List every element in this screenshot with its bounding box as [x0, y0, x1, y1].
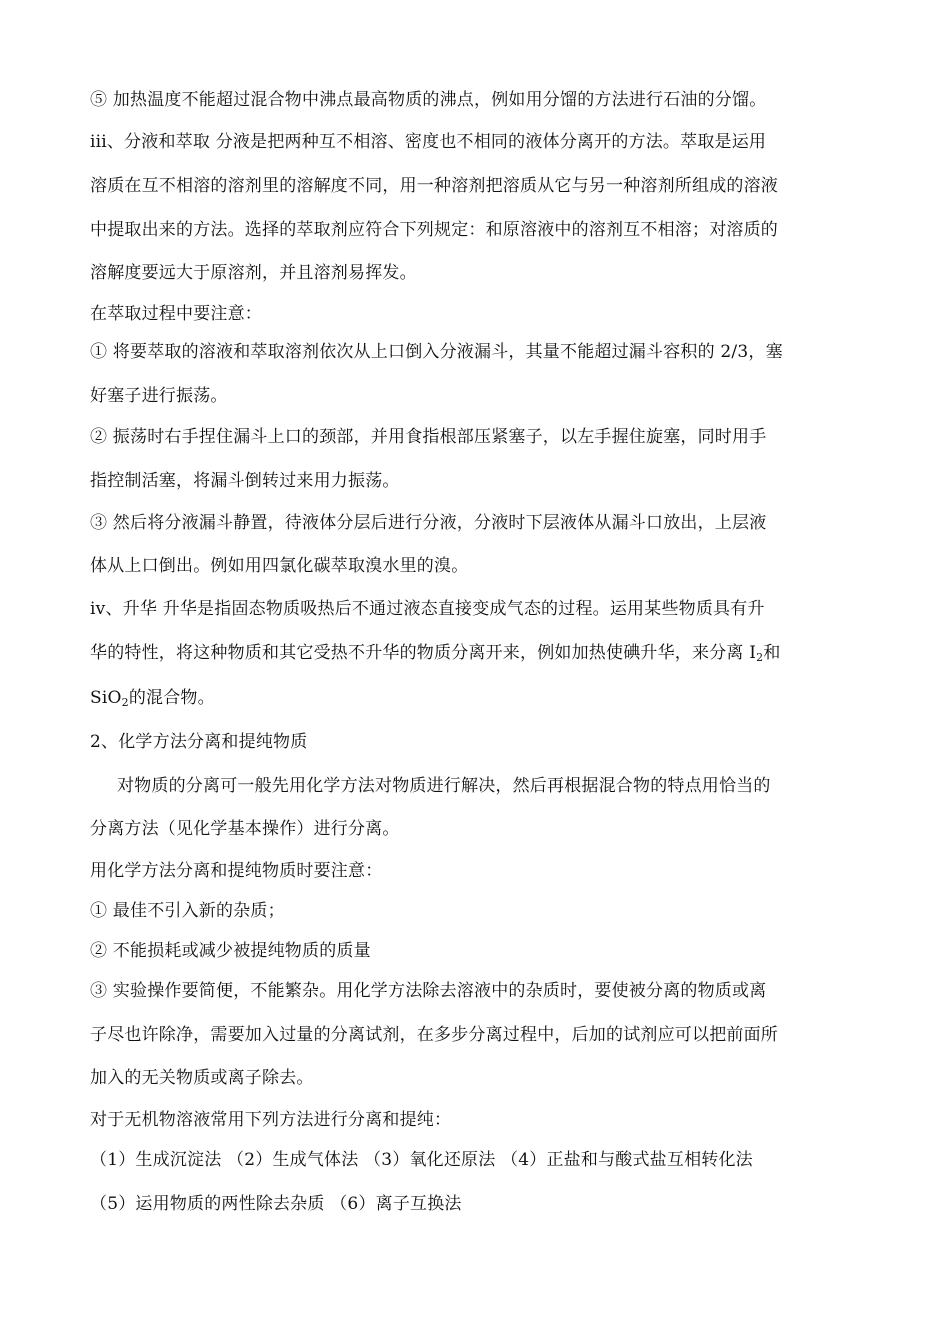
text-line-2: iii、分液和萃取 分液是把两种互不相溶、密度也不相同的液体分离开的方法。萃取是运用 [90, 132, 767, 152]
text-line-13: iv、升华 升华是指固态物质吸热后不通过液态直接变成气态的过程。运用某些物质具有升 [90, 599, 765, 619]
text-line-22: ③ 实验操作要简便，不能繁杂。用化学方法除去溶液中的杂质时，要使被分离的物质或离 [90, 981, 767, 1001]
text-line-24: 加入的无关物质或离子除去。 [90, 1068, 314, 1088]
text-line-5: 溶解度要远大于原溶剂，并且溶剂易挥发。 [90, 263, 417, 283]
text-line-27: （5）运用物质的两性除去杂质 （6）离子互换法 [90, 1194, 462, 1214]
text-line-9: ② 振荡时右手捏住漏斗上口的颈部，并用食指根部压紧塞子，以左手握住旋塞，同时用手 [90, 427, 767, 447]
text-line-19: 用化学方法分离和提纯物质时要注意： [90, 861, 383, 881]
subscript-2: 2 [756, 651, 764, 664]
section-heading-2: 2、化学方法分离和提纯物质 [90, 732, 308, 752]
text-line-15-tail: 的混合物。 [128, 688, 215, 708]
text-line-14-main: 华的特性，将这种物质和其它受热不升华的物质分离开来，例如加热使碘升华，来分离 I [90, 643, 757, 663]
text-line-23: 子尽也许除净，需要加入过量的分离试剂，在多步分离过程中，后加的试剂应可以把前面所 [90, 1025, 778, 1045]
subscript-2b: 2 [121, 696, 129, 709]
text-line-4: 中提取出来的方法。选择的萃取剂应符合下列规定：和原溶液中的溶剂互不相溶；对溶质的 [90, 220, 778, 240]
text-line-20: ① 最佳不引入新的杂质； [90, 901, 285, 921]
text-line-7: ① 将要萃取的溶液和萃取溶剂依次从上口倒入分液漏斗，其量不能超过漏斗容积的 2/3，塞 [90, 342, 783, 362]
text-line-8: 好塞子进行振荡。 [90, 386, 228, 406]
text-line-10: 指控制活塞，将漏斗倒转过来用力振荡。 [90, 471, 400, 491]
text-line-21: ② 不能损耗或减少被提纯物质的质量 [90, 941, 371, 961]
text-line-11: ③ 然后将分液漏斗静置，待液体分层后进行分液，分液时下层液体从漏斗口放出，上层液 [90, 513, 767, 533]
text-line-25: 对于无机物溶液常用下列方法进行分离和提纯： [90, 1110, 452, 1130]
text-line-15 [90, 686, 215, 710]
text-line-3: 溶质在互不相溶的溶剂里的溶解度不同，用一种溶剂把溶质从它与另一种溶剂所组成的溶液 [90, 176, 778, 196]
sio2-formula: SiO [90, 688, 122, 708]
text-line-12: 体从上口倒出。例如用四氯化碳萃取溴水里的溴。 [90, 556, 469, 576]
text-line-1: ⑤ 加热温度不能超过混合物中沸点最高物质的沸点，例如用分馏的方法进行石油的分馏。 [90, 90, 767, 110]
text-line-26: （1）生成沉淀法 （2）生成气体法 （3）氧化还原法 （4）正盐和与酸式盐互相转化法 [90, 1150, 753, 1170]
text-line-18: 分离方法（见化学基本操作）进行分离。 [90, 819, 400, 839]
text-line-6: 在萃取过程中要注意： [90, 304, 262, 324]
text-line-14-tail: 和 [763, 643, 781, 663]
text-line-14 [90, 641, 781, 665]
text-line-17: 对物质的分离可一般先用化学方法对物质进行解决，然后再根据混合物的特点用恰当的 [117, 776, 771, 796]
